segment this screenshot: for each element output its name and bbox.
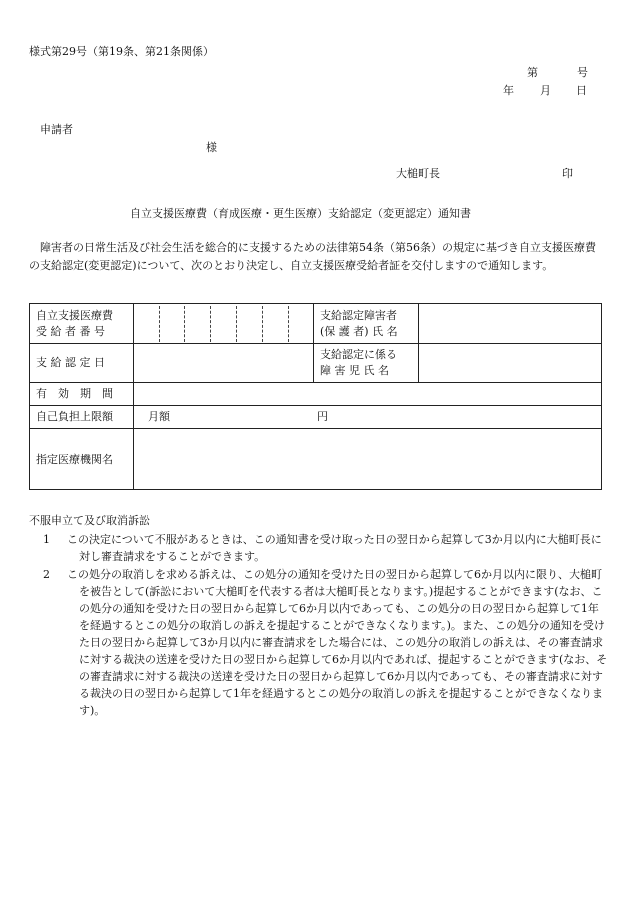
yen-label: 円 xyxy=(317,410,328,423)
ref-no-suffix: 号 xyxy=(577,66,588,79)
patient-name-label-2: (保 護 者) 氏 名 xyxy=(320,325,398,338)
ref-no-prefix: 第 xyxy=(527,66,538,79)
seal-mark: 印 xyxy=(562,167,573,180)
body-text: 障害者の日常生活及び社会生活を総合的に支援するための法律第54条（第56条）の規定に基づき自立支援医療費の支給認定(変更認定)について、次のとおり決定し、自立支援医療受給者証を交付しますので通知します。 xyxy=(29,241,596,272)
child-name-label-1: 支給認定に係る xyxy=(320,348,397,361)
recipient-number-label-2: 受 給 者 番 号 xyxy=(36,325,105,338)
appeal-item-2 xyxy=(29,566,609,719)
appeal-item-number: 2 xyxy=(43,568,50,581)
appeal-item-1 xyxy=(29,531,609,565)
date-month: 月 xyxy=(540,84,551,97)
date-year: 年 xyxy=(503,84,514,97)
copay-limit-label: 自己負担上限額 xyxy=(36,410,113,423)
appeal-notes xyxy=(29,512,609,719)
appeal-heading: 不服申立て及び取消訴訟 xyxy=(29,514,150,527)
child-name-label-2: 障 害 児 氏 名 xyxy=(320,364,389,377)
date-day: 日 xyxy=(576,84,587,97)
monthly-label: 月額 xyxy=(148,410,170,423)
validity-period-label: 有 効 期 間 xyxy=(36,387,113,400)
applicant-label: 申請者 xyxy=(40,123,73,136)
issuer: 大槌町長 xyxy=(396,167,440,180)
certificate-table xyxy=(29,303,602,490)
honorific: 様 xyxy=(206,141,217,154)
form-number: 様式第29号（第19条、第21条関係） xyxy=(29,45,214,58)
appeal-item-text: この決定について不服があるときは、この通知書を受け取った日の翌日から起算して3か月以内に大槌町長に対し審査請求をすることができます。 xyxy=(67,533,602,563)
institution-label: 指定医療機関名 xyxy=(36,453,113,466)
document-title: 自立支援医療費（育成医療・更生医療）支給認定（変更認定）通知書 xyxy=(130,207,471,220)
patient-name-label-1: 支給認定障害者 xyxy=(320,309,397,322)
appeal-item-text: この処分の取消しを求める訴えは、この処分の通知を受けた日の翌日から起算して6か月以内に限り、大槌町を被告として(訴訟において大槌町を代表する者は大槌町長となります。)提起することができます(なお、この処分の通知を受けた日の翌日から起算して6か月以内であっても、この処分の日の翌日から起算して1年を経過するとこの処分の取消しの訴えを提起することができなくなります。)。また、この処分の通知を受けた日の翌日から起算して3か月以内に審査請求をした場合には、この処分の取消しの訴えは、その審査請求に対する裁決の送達を受けた日の翌日から起算して6か月以内であれば、提起することができます(なお、その審査請求に対する裁決の送達を受けた日の翌日から起算して6か月以内であっても、その審査請求に対する裁決の日の翌日から起算して1年を経過するとこの処分の取消しの訴えを提起することができなくなります)。 xyxy=(67,568,608,717)
appeal-item-number: 1 xyxy=(43,533,50,546)
recipient-number-label-1: 自立支援医療費 xyxy=(36,309,113,322)
certification-date-label: 支 給 認 定 日 xyxy=(36,356,105,369)
